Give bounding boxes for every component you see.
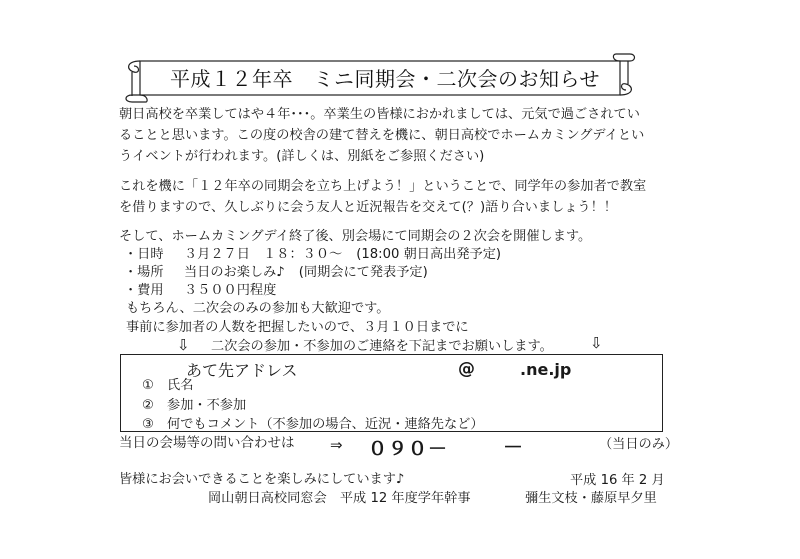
detail-cost — [124, 284, 276, 297]
organization: 岡山朝日高校同窓会 平成 12 年度学年幹事 — [208, 491, 471, 506]
notice-title: 平成１２年卒 ミニ同期会・二次会のお知らせ — [170, 66, 600, 91]
purpose-line-2: を借りますので、久しぶりに会う友人と近況報告を交えて(？)語り合いましょう！！ — [119, 200, 617, 215]
address-at-sign: @ — [458, 359, 475, 379]
detail-value: 当日のお楽しみ♪ — [184, 265, 285, 280]
detail-label: ・費用 — [124, 283, 164, 298]
closing-message: 皆様にお会いできることを楽しみにしています♪ — [119, 472, 405, 487]
note-deadline: 事前に参加者の人数を把握したいので、３月１０日までに — [126, 320, 469, 335]
note-second-party: もちろん、二次会のみの参加も大歓迎です。 — [126, 301, 390, 316]
address-domain: .ne.jp — [520, 360, 572, 379]
detail-value: ３月２７日 １８：３０～ — [184, 247, 343, 262]
phone-note: （当日のみ） — [599, 437, 679, 452]
inquiry-text: 当日の会場等の問い合わせは — [119, 435, 295, 451]
intro-line-3: うイベントが行われます。(詳しくは、別紙をご参照ください) — [119, 149, 485, 164]
intro-line-1: 朝日高校を卒業してはや４年･･･。卒業生の皆様におかれましては、元気で過ごされてい — [119, 107, 640, 122]
address-label: あて先アドレス — [186, 361, 298, 380]
detail-label: ・場所 — [124, 265, 164, 280]
contact-request: 二次会の参加・不参加のご連絡を下記までお願いします。 — [211, 339, 553, 354]
detail-datetime — [124, 248, 501, 261]
purpose-line-1: これを機に「１２年卒の同期会を立ち上げよう！」ということで、同学年の参加者で教室 — [119, 179, 647, 194]
intro-line-2: ることと思います。この度の校舎の建て替えを機に、朝日高校でホームカミングデイとい — [119, 128, 645, 143]
phone-dash: － — [503, 435, 523, 459]
detail-place — [124, 266, 428, 279]
down-arrow-icon: ⇩ — [177, 336, 190, 354]
list-item: ③ 何でもコメント（不参加の場合、近況・連絡先など） — [142, 417, 484, 432]
detail-label: ・日時 — [124, 247, 164, 262]
issue-date: 平成 16 年 2 月 — [570, 473, 665, 488]
detail-note: (同期会にて発表予定) — [298, 265, 428, 280]
signatories: 彌生文枝・藤原早夕里 — [525, 491, 657, 506]
phone-prefix: ０９０－ — [368, 438, 449, 460]
event-intro: そして、ホームカミングデイ終了後、別会場にて同期会の２次会を開催します。 — [119, 229, 592, 244]
detail-note: (18:00 朝日高出発予定) — [356, 247, 502, 262]
list-item: ① 氏名 — [142, 378, 194, 393]
down-arrow-icon: ⇩ — [590, 334, 603, 352]
detail-value: ３５００円程度 — [184, 283, 277, 298]
list-item: ② 参加・不参加 — [142, 398, 247, 413]
right-arrow-icon: ⇒ — [330, 436, 343, 454]
